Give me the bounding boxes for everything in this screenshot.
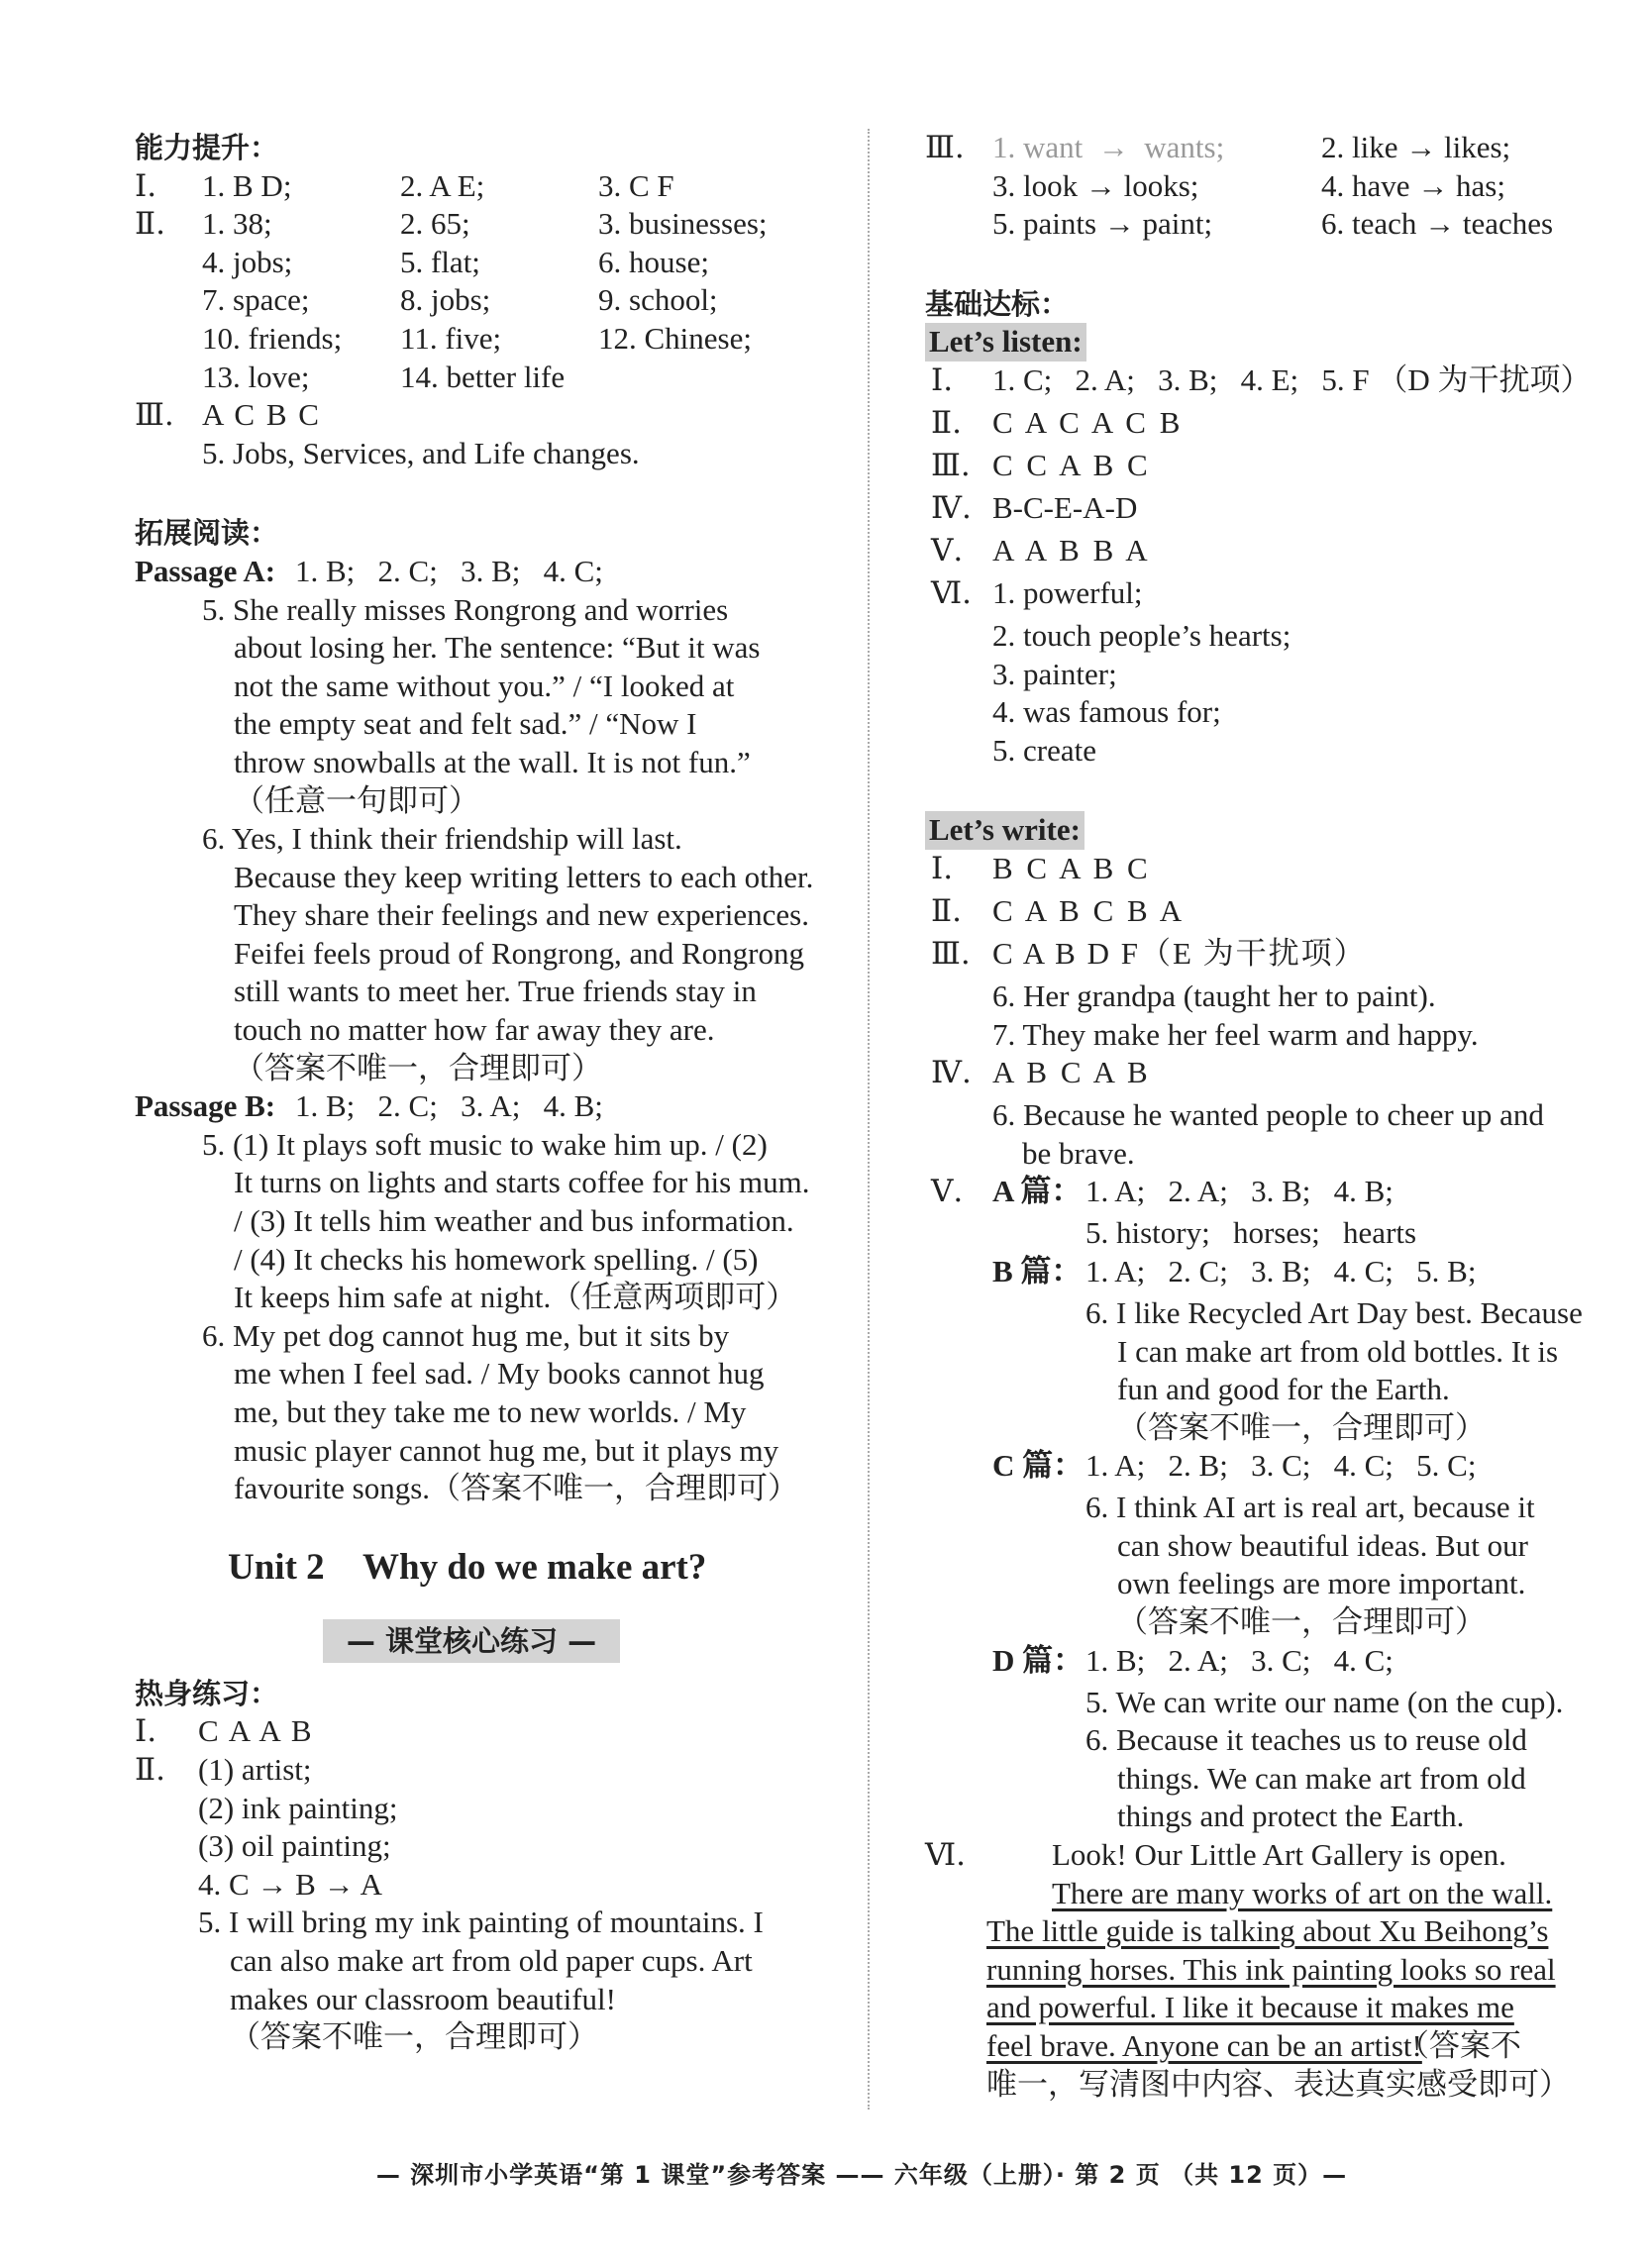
answer-note: （答案不唯一，合理即可） xyxy=(1117,1604,1486,1640)
section-num: Ⅴ. xyxy=(931,532,964,568)
answer-line: me, but they take me to new worlds. / My xyxy=(234,1394,747,1429)
answer-line: makes our classroom beautiful! xyxy=(230,1981,616,2016)
answer-line: own feelings are more important. xyxy=(1117,1566,1526,1601)
passage-b-answers: 1. B; 2. C; 3. A; 4. B; xyxy=(295,1088,603,1124)
section-num: Ⅰ. xyxy=(931,850,954,886)
ability-heading: 能力提升： xyxy=(135,131,279,164)
answer: 5. paints → paint; xyxy=(992,206,1213,242)
answer-line: Feifei feels proud of Rongrong, and Rongrong xyxy=(234,935,804,971)
answer-note: （答案不唯一，合理即可） xyxy=(230,2019,598,2055)
answer-line: It keeps him safe at night.（任意两项即可） xyxy=(234,1280,797,1315)
section-num: Ⅵ. xyxy=(925,1837,967,1874)
answer: 2. touch people’s hearts; xyxy=(992,617,1291,653)
answer: 1. 38; xyxy=(202,206,272,242)
answer-line: can also make art from old paper cups. Art xyxy=(230,1942,753,1978)
section-num: Ⅰ. xyxy=(135,167,157,204)
answer: A A B B A xyxy=(992,532,1151,567)
answer-line: 5. She really misses Rongrong and worries xyxy=(202,591,729,627)
left-column xyxy=(135,129,828,2057)
answer: 6. house; xyxy=(598,244,709,279)
answer: 1. B; 2. A; 3. C; 4. C; xyxy=(1085,1642,1394,1678)
answer-line: music player cannot hug me, but it plays my xyxy=(234,1432,779,1468)
answer-line: 5. (1) It plays soft music to wake him up. / (2) xyxy=(202,1126,768,1162)
section-num: Ⅱ. xyxy=(931,892,962,929)
page-footer: — 深圳市小学英语“第 1 课堂”参考答案 —— 六年级（上册）· 第 2 页 （共 12 页）— xyxy=(375,2161,1348,2189)
right-column xyxy=(925,129,1608,2104)
answer: B-C-E-A-D xyxy=(992,489,1138,525)
answer-line: 6. My pet dog cannot hug me, but it sits by xyxy=(202,1317,730,1353)
essay-line: The little guide is talking about Xu Beihong’s xyxy=(986,1913,1549,1949)
answer: 9. school; xyxy=(598,282,718,318)
answer-line: 6. I like Recycled Art Day best. Because xyxy=(1085,1294,1583,1330)
answer: 6. teach → teaches xyxy=(1321,206,1554,242)
core-practice-banner xyxy=(135,1609,828,1675)
section-num: Ⅲ. xyxy=(931,447,971,483)
answer: 12. Chinese; xyxy=(598,320,752,356)
answer-line: can show beautiful ideas. But our xyxy=(1117,1527,1528,1563)
warmup-heading: 热身练习： xyxy=(135,1676,279,1710)
answer: 5. Jobs, Services, and Life changes. xyxy=(202,435,640,470)
answer: 1. A; 2. C; 3. B; 4. C; 5. B; xyxy=(1085,1253,1477,1288)
section-num: Ⅳ. xyxy=(931,489,972,526)
section-num: Ⅰ. xyxy=(135,1713,157,1750)
section-num: Ⅳ. xyxy=(931,1055,972,1091)
answer-line: 6. Because it teaches us to reuse old xyxy=(1085,1722,1527,1758)
answer: (1) artist; xyxy=(198,1751,312,1787)
essay-note: 唯一，写清图中内容、表达真实感受即可） xyxy=(986,2066,1570,2102)
passage-b-label: Passage B: xyxy=(135,1088,276,1124)
essay-line: feel brave. Anyone can be an artist! xyxy=(986,2028,1422,2063)
section-num: Ⅲ. xyxy=(925,130,965,165)
passage-a-answers: 1. B; 2. C; 3. B; 4. C; xyxy=(295,553,603,588)
answer-line: Because they keep writing letters to each other. xyxy=(234,859,814,894)
answer: 2. like → likes; xyxy=(1321,130,1511,164)
passage-label: D 篇： xyxy=(992,1642,1084,1678)
answer: 3. painter; xyxy=(992,656,1117,691)
answer: 13. love; xyxy=(202,359,310,394)
answer: (2) ink painting; xyxy=(198,1790,398,1825)
answer: C A B D F（E 为干扰项） xyxy=(992,935,1367,971)
answer-line: 5. We can write our name (on the cup). xyxy=(1085,1684,1564,1719)
answer: 4. have → has; xyxy=(1321,167,1505,203)
essay-line: and powerful. I like it because it makes me xyxy=(986,1990,1514,2025)
section-num: Ⅰ. xyxy=(931,361,954,398)
section-num: Ⅲ. xyxy=(931,935,971,972)
essay-note: （答案不 xyxy=(1398,2028,1521,2063)
basic-heading: 基础达标： xyxy=(925,286,1070,321)
answer: C A A B xyxy=(198,1713,314,1749)
answer: B C A B C xyxy=(992,850,1151,885)
answer: 10. friends; xyxy=(202,320,343,356)
answer: 5. history; horses; hearts xyxy=(1085,1215,1417,1251)
passage-label: C 篇： xyxy=(992,1448,1084,1484)
answer: 11. five; xyxy=(400,320,502,356)
write-heading: Let’s write: xyxy=(925,811,1084,850)
answer-line: It turns on lights and starts coffee for his mum. xyxy=(234,1165,810,1200)
answer: 4. was famous for; xyxy=(992,694,1221,730)
answer-line: fun and good for the Earth. xyxy=(1117,1372,1450,1407)
answer: be brave. xyxy=(1022,1135,1135,1171)
passage-label: B 篇： xyxy=(992,1253,1083,1288)
answer: C A C A C B xyxy=(992,404,1184,440)
section-num: Ⅱ. xyxy=(135,1751,165,1788)
answer: 14. better life xyxy=(400,359,566,394)
answer: A C B C xyxy=(202,397,321,433)
passage-label: A 篇： xyxy=(992,1174,1083,1209)
section-num: Ⅲ. xyxy=(135,397,174,434)
answer-line: They share their feelings and new experiences. xyxy=(234,897,809,933)
answer-line: I can make art from old bottles. It is xyxy=(1117,1333,1559,1369)
answer-line: still wants to meet her. True friends stay in xyxy=(234,974,757,1009)
answer: 1. B D; xyxy=(202,167,292,203)
answer-line: 6. Yes, I think their friendship will last. xyxy=(202,821,682,857)
answer-line: things and protect the Earth. xyxy=(1117,1799,1465,1834)
unit-title xyxy=(135,1536,828,1599)
answer-line: throw snowballs at the wall. It is not fun.” xyxy=(234,744,751,779)
answer: 3. look → looks; xyxy=(992,167,1199,203)
essay-line: Look! Our Little Art Gallery is open. xyxy=(1052,1837,1506,1873)
reading-heading: 拓展阅读： xyxy=(135,516,279,551)
answer: C A B C B A xyxy=(992,892,1186,928)
answer: C C A B C xyxy=(992,447,1151,482)
answer: 6. Her grandpa (taught her to paint). xyxy=(992,978,1436,1013)
essay-line: running horses. This ink painting looks so real xyxy=(986,1951,1556,1987)
unit-label: Unit 2 xyxy=(228,1546,325,1588)
section-num: Ⅱ. xyxy=(135,206,165,243)
answer: 4. jobs; xyxy=(202,244,293,279)
core-practice-title: — 课堂核心练习 — xyxy=(323,1619,620,1663)
answer-line: not the same without you.” / “I looked at xyxy=(234,668,735,703)
answer-line: 6. I think AI art is real art, because it xyxy=(1085,1490,1535,1525)
answer: 7. They make her feel warm and happy. xyxy=(992,1016,1479,1052)
answer: 1. want → wants; xyxy=(992,130,1225,164)
answer: (3) oil painting; xyxy=(198,1828,391,1864)
section-num: Ⅵ. xyxy=(931,574,973,611)
section-num: Ⅴ. xyxy=(931,1174,964,1210)
answer: A B C A B xyxy=(992,1055,1151,1090)
answer-note: （答案不唯一，合理即可） xyxy=(234,1050,602,1085)
answer: 3. businesses; xyxy=(598,206,768,242)
answer: 7. space; xyxy=(202,282,310,318)
answer-line: 5. I will bring my ink painting of mountains. I xyxy=(198,1905,764,1940)
answer: 6. Because he wanted people to cheer up and xyxy=(992,1097,1544,1133)
answer: 8. jobs; xyxy=(400,282,491,318)
answer-line: / (4) It checks his homework spelling. / (5) xyxy=(234,1241,759,1277)
answer: 4. C → B → A xyxy=(198,1866,383,1902)
unit-name: Why do we make art? xyxy=(362,1546,707,1588)
listen-heading: Let’s listen: xyxy=(925,323,1086,361)
answer: 1. C; 2. A; 3. B; 4. E; 5. F （D 为干扰项） xyxy=(992,361,1592,397)
answer-line: me when I feel sad. / My books cannot hug xyxy=(234,1356,765,1391)
answer: 2. A E; xyxy=(400,167,485,203)
answer: 2. 65; xyxy=(400,206,470,242)
answer: 1. A; 2. B; 3. C; 4. C; 5. C; xyxy=(1085,1448,1477,1484)
answer-note: （任意一句即可） xyxy=(234,782,479,818)
column-divider xyxy=(868,129,870,2110)
section-num: Ⅱ. xyxy=(931,404,962,441)
passage-a-label: Passage A: xyxy=(135,553,276,588)
answer-line: favourite songs.（答案不唯一，合理即可） xyxy=(234,1471,799,1506)
answer: 1. powerful; xyxy=(992,574,1143,610)
answer-line: things. We can make art from old xyxy=(1117,1760,1526,1796)
essay-line: There are many works of art on the wall. xyxy=(1052,1875,1553,1910)
answer-line: the empty seat and felt sad.” / “Now I xyxy=(234,706,697,742)
answer: 1. A; 2. A; 3. B; 4. B; xyxy=(1085,1174,1394,1209)
answer: 3. C F xyxy=(598,167,674,203)
answer-line: / (3) It tells him weather and bus information. xyxy=(234,1203,794,1239)
answer: 5. flat; xyxy=(400,244,480,279)
answer: 5. create xyxy=(992,732,1096,768)
answer-line: touch no matter how far away they are. xyxy=(234,1012,715,1048)
answer-line: about losing her. The sentence: “But it was xyxy=(234,630,761,666)
answer-note: （答案不唯一，合理即可） xyxy=(1117,1409,1486,1445)
